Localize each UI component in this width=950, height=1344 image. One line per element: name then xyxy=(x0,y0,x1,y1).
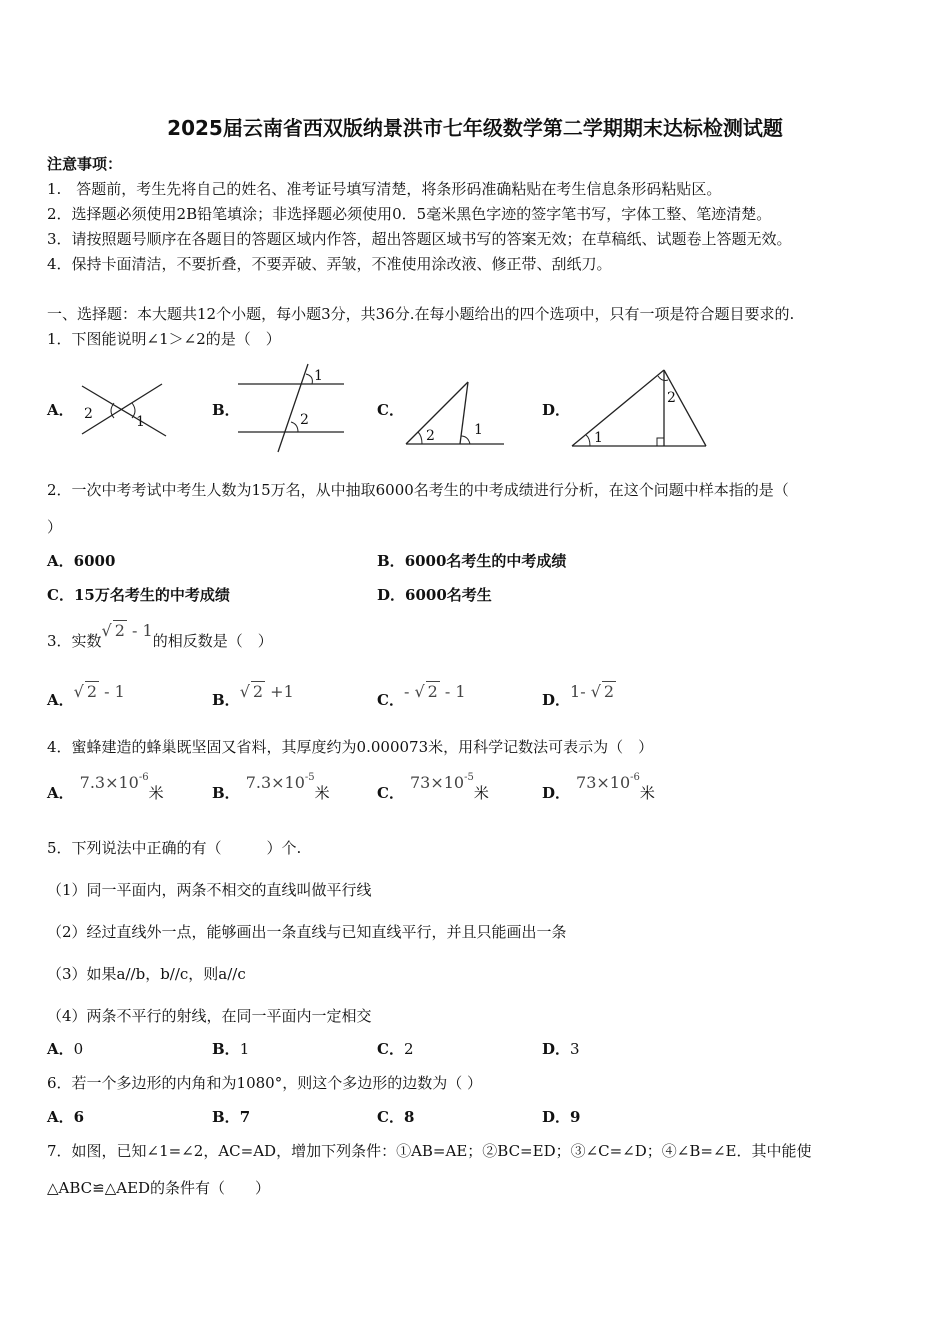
q7-stem: 7．如图，已知∠1=∠2，AC=AD，增加下列条件：①AB=AE；②BC=ED；③∠C=∠D；④∠B=∠E．其中能使 xyxy=(47,1142,812,1160)
q5-statement: （3）如果a//b，b//c，则a//c xyxy=(47,965,246,983)
angle-2-label: 2 xyxy=(300,412,309,428)
q6-option-a: A．6 xyxy=(47,1108,85,1126)
angle-arc xyxy=(461,436,470,444)
notice-item: 4．保持卡面清洁，不要折叠，不要弄破、弄皱，不准使用涂改液、修正带、刮纸刀。 xyxy=(47,255,612,273)
angle-1-label: 1 xyxy=(474,422,483,438)
q2-stem-end: ） xyxy=(47,518,63,536)
section-heading: 一、选择题：本大题共12个小题，每小题3分，共36分.在每小题给出的四个选项中，只有一项是符合题目要求的. xyxy=(47,305,795,323)
q4-option-c: C．$73\times 10^{-5}$米 xyxy=(377,772,489,802)
notice-item: 3．请按照题号顺序在各题目的答题区域内作答，超出答题区域书写的答案无效；在草稿纸、试题卷上答题无效。 xyxy=(47,230,792,248)
q4-option-d: D．$73\times 10^{-6}$米 xyxy=(542,772,655,802)
notice-heading: 注意事项： xyxy=(47,155,123,173)
right-angle-mark xyxy=(657,438,664,446)
q3-stem: 3．实数√ 2 - 1的相反数是（ ） xyxy=(47,621,273,650)
q1-stem: 1．下图能说明∠1＞∠2的是（ ） xyxy=(47,330,281,348)
notice-item: 2．选择题必须使用2B铅笔填涂；非选择题必须使用0．5毫米黑色字迹的签字笔书写，字体工整、笔迹清楚。 xyxy=(47,205,772,223)
q5-stem: 5．下列说法中正确的有（ ）个. xyxy=(47,839,302,857)
angle-1-label: 1 xyxy=(314,368,323,384)
q2-option-c: C．15万名考生的中考成绩 xyxy=(47,586,230,604)
q5-option-c: C．2 xyxy=(377,1040,414,1058)
q2-option-d: D．6000名考生 xyxy=(377,586,492,604)
angle-arc xyxy=(586,435,590,446)
q2-option-a: A．6000 xyxy=(47,552,116,570)
q6-stem: 6．若一个多边形的内角和为1080°，则这个多边形的边数为（ ） xyxy=(47,1074,482,1092)
q3-option-b: B．√ 2 +1 xyxy=(212,682,294,709)
q5-option-a: A．0 xyxy=(47,1040,84,1058)
page-title: 2025届云南省西双版纳景洪市七年级数学第二学期期末达标检测试题 xyxy=(167,116,783,140)
q2-stem: 2．一次中考考试中考生人数为15万名，从中抽取6000名考生的中考成绩进行分析，在这个问题中样本指的是（ xyxy=(47,481,789,499)
angle-arc xyxy=(418,432,422,444)
q3-option-a: A．√ 2 - 1 xyxy=(47,682,125,709)
q5-option-b: B．1 xyxy=(212,1040,250,1058)
q3-option-c: C．- √ 2 - 1 xyxy=(377,682,466,709)
q5-statement: （4）两条不平行的射线，在同一平面内一定相交 xyxy=(47,1007,372,1025)
angle-arc xyxy=(306,374,312,384)
q1-figure-a xyxy=(76,378,172,442)
q1-figure-c xyxy=(402,376,506,450)
hypotenuse xyxy=(572,370,664,446)
q1-option-b-label: B． xyxy=(212,401,240,419)
q1-figure-d xyxy=(568,366,710,450)
q5-statement: （2）经过直线外一点，能够画出一条直线与已知直线平行，并且只能画出一条 xyxy=(47,923,567,941)
transversal xyxy=(278,364,308,452)
q5-option-d: D．3 xyxy=(542,1040,580,1058)
angle-2-label: 2 xyxy=(426,428,435,444)
q1-figure-b xyxy=(236,362,346,454)
side-line xyxy=(406,382,468,444)
angle-1-label: 1 xyxy=(594,430,603,446)
q4-stem: 4．蜜蜂建造的蜂巢既坚固又省料，其厚度约为0.000073米，用科学记数法可表示为（ ） xyxy=(47,738,654,756)
q1-option-a-label: A． xyxy=(47,401,74,419)
q4-option-b: B．$7.3\times 10^{-5}$米 xyxy=(212,772,330,802)
q6-option-b: B．7 xyxy=(212,1108,251,1126)
line xyxy=(82,386,166,436)
angle-arc xyxy=(291,422,298,432)
notice-item: 1. 答题前，考生先将自己的姓名、准考证号填写清楚，将条形码准确粘贴在考生信息条形码粘贴区。 xyxy=(47,180,722,198)
q1-option-c-label: C． xyxy=(377,401,404,419)
q3-option-d: D．1- √ 2 xyxy=(542,682,615,709)
q6-option-c: C．8 xyxy=(377,1108,415,1126)
side-line xyxy=(460,382,468,444)
q6-option-d: D．9 xyxy=(542,1108,581,1126)
q2-option-b: B．6000名考生的中考成绩 xyxy=(377,552,567,570)
angle-2-label: 2 xyxy=(667,390,676,406)
q1-option-d-label: D． xyxy=(542,401,571,419)
q7-stem-cont: △ABC≌△AED的条件有（ ） xyxy=(47,1179,271,1197)
angle-1-label: 1 xyxy=(136,414,145,430)
angle-arc xyxy=(658,376,668,381)
side-line xyxy=(664,370,706,446)
angle-2-label: 2 xyxy=(84,406,93,422)
q5-statement: （1）同一平面内，两条不相交的直线叫做平行线 xyxy=(47,881,372,899)
q4-option-a: A．$7.3\times 10^{-6}$米 xyxy=(47,772,164,802)
